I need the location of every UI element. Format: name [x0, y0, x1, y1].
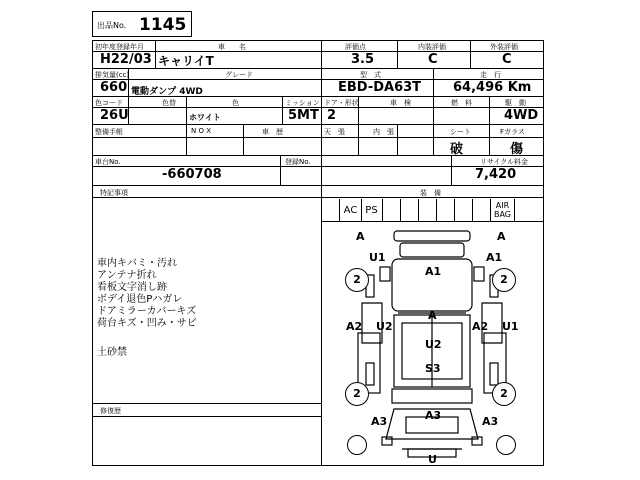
- score-value: 3.5: [351, 52, 375, 67]
- grid-line: [92, 403, 321, 404]
- drive-value: 4WD: [504, 108, 539, 123]
- note-extra: 土砂禁: [97, 347, 127, 358]
- grid-line: [92, 155, 544, 156]
- displacement-label: 排気量(cc): [95, 71, 130, 79]
- damage-mark: A3: [482, 415, 499, 428]
- damage-circle: 2: [492, 382, 516, 406]
- maintenance-record-label: 整備手帳: [95, 128, 123, 136]
- grid-line: [155, 40, 156, 68]
- damage-circle: 2: [345, 382, 369, 406]
- damage-mark: A1: [425, 265, 442, 278]
- grid-line: [451, 155, 452, 185]
- grid-line: [433, 96, 434, 124]
- chassis-label: 車台No.: [95, 158, 121, 166]
- equipment-option: [437, 199, 455, 221]
- grid-line: [433, 124, 434, 155]
- damage-mark: A3: [425, 409, 442, 422]
- windshield-value: 傷: [510, 142, 524, 157]
- repaint-label: 色替: [162, 99, 176, 107]
- lot-label: 出品No.: [97, 21, 127, 30]
- lot-number: 1145: [139, 15, 187, 35]
- equipment-option: [455, 199, 473, 221]
- drive-label: 駆 動: [505, 99, 526, 107]
- damage-circle: 2: [345, 268, 369, 292]
- grid-line: [243, 124, 244, 155]
- color-code-value: 26U: [100, 108, 129, 123]
- doors-label: ドア・形状: [324, 99, 359, 107]
- color-code-label: 色コード: [95, 99, 123, 107]
- doors-value: 2: [327, 108, 337, 123]
- damage-mark: U1: [502, 320, 519, 333]
- exterior-grade-label: 外装評価: [490, 43, 518, 51]
- damage-circle: [347, 435, 367, 455]
- equipment-option: [419, 199, 437, 221]
- special-notes-label: 特記事項: [100, 189, 128, 197]
- headliner-label: 天 張: [324, 128, 345, 136]
- seat-label: シート: [450, 128, 471, 136]
- note-line: 看板文字消し跡: [97, 282, 167, 293]
- equipment-option: [473, 199, 491, 221]
- grid-line: [358, 124, 359, 155]
- year-value: H22/03: [100, 52, 152, 67]
- damage-mark: A: [428, 309, 437, 322]
- damage-mark: A2: [472, 320, 489, 333]
- grid-line: [280, 155, 281, 185]
- windshield-label: Fガラス: [500, 128, 525, 136]
- grid-line: [489, 124, 490, 155]
- damage-mark: U1: [369, 251, 386, 264]
- damage-mark: U2: [425, 338, 442, 351]
- grid-line: [186, 124, 187, 155]
- note-line: ドアミラーカバーキズ: [97, 306, 197, 317]
- grid-line: [92, 137, 544, 138]
- equipment-option: AIR BAG: [491, 199, 515, 221]
- recycle-fee-label: リサイクル料金: [480, 158, 529, 166]
- displacement-value: 660: [100, 80, 128, 95]
- name-label: 車 名: [218, 43, 246, 51]
- interior-grade-value: C: [428, 52, 438, 67]
- recycle-fee-value: 7,420: [475, 167, 517, 182]
- name-value: キャリイT: [158, 54, 214, 68]
- vehicle-history-label: 車 歴: [262, 128, 283, 136]
- year-label: 初年度登録年月: [95, 43, 144, 51]
- grid-line: [433, 68, 434, 96]
- grid-line: [489, 96, 490, 124]
- model-code-label: 型 式: [360, 71, 381, 79]
- interior-grade-label: 内装評価: [418, 43, 446, 51]
- damage-mark: A: [356, 230, 365, 243]
- damage-mark: U2: [376, 320, 393, 333]
- score-label: 評価点: [345, 43, 366, 51]
- chassis-value: -660708: [162, 167, 222, 182]
- lot-box: [92, 11, 192, 37]
- note-line: アンテナ折れ: [97, 270, 157, 281]
- mileage-label: 走 行: [480, 71, 501, 79]
- grid-line: [92, 124, 544, 125]
- equipment-option: AC: [339, 199, 362, 221]
- registration-label: 登録No.: [285, 158, 311, 166]
- notes-list: [97, 258, 197, 330]
- grid-line: [92, 197, 544, 198]
- note-line: ボデイ退色Pハガレ: [97, 294, 183, 305]
- grid-line: [470, 40, 471, 68]
- fuel-label: 燃 料: [451, 99, 472, 107]
- note-line: 荷台キズ・凹み・サビ: [97, 318, 197, 329]
- note-line: 車内キバミ・汚れ: [97, 258, 177, 269]
- damage-mark: A3: [371, 415, 388, 428]
- grid-line: [397, 40, 398, 68]
- damage-mark: A2: [346, 320, 363, 333]
- inspection-label: 車 検: [390, 99, 411, 107]
- equipment-label: 装 備: [420, 189, 441, 197]
- transmission-value: 5MT: [288, 108, 319, 123]
- equipment-option: [383, 199, 401, 221]
- grid-line: [397, 124, 398, 155]
- seat-value: 破: [450, 142, 464, 157]
- equipment-option: PS: [361, 199, 383, 221]
- mileage-value: 64,496 Km: [453, 80, 532, 95]
- nox-label: N O X: [191, 127, 211, 135]
- color-label: 色: [232, 99, 239, 107]
- equipment-option: [401, 199, 419, 221]
- damage-mark: A1: [486, 251, 503, 264]
- model-code-value: EBD-DA63T: [338, 80, 422, 95]
- damage-circle: [496, 435, 516, 455]
- grade-value: 電動ダンプ 4WD: [131, 87, 203, 97]
- color-value: ホワイト: [189, 113, 221, 122]
- damage-mark: A: [497, 230, 506, 243]
- repair-history-label: 修復歴: [100, 407, 121, 415]
- damage-mark: U: [428, 453, 437, 466]
- transmission-label: ミッション: [285, 99, 320, 107]
- grid-line: [282, 96, 283, 124]
- grid-line: [92, 185, 544, 186]
- exterior-grade-value: C: [502, 52, 512, 67]
- grade-label: グレード: [225, 71, 253, 79]
- grid-line: [92, 416, 321, 417]
- grid-line: [186, 96, 187, 124]
- equipment-row: [321, 199, 544, 222]
- damage-mark: S3: [425, 362, 441, 375]
- interior-trim-label: 内 張: [373, 128, 394, 136]
- damage-circle: 2: [492, 268, 516, 292]
